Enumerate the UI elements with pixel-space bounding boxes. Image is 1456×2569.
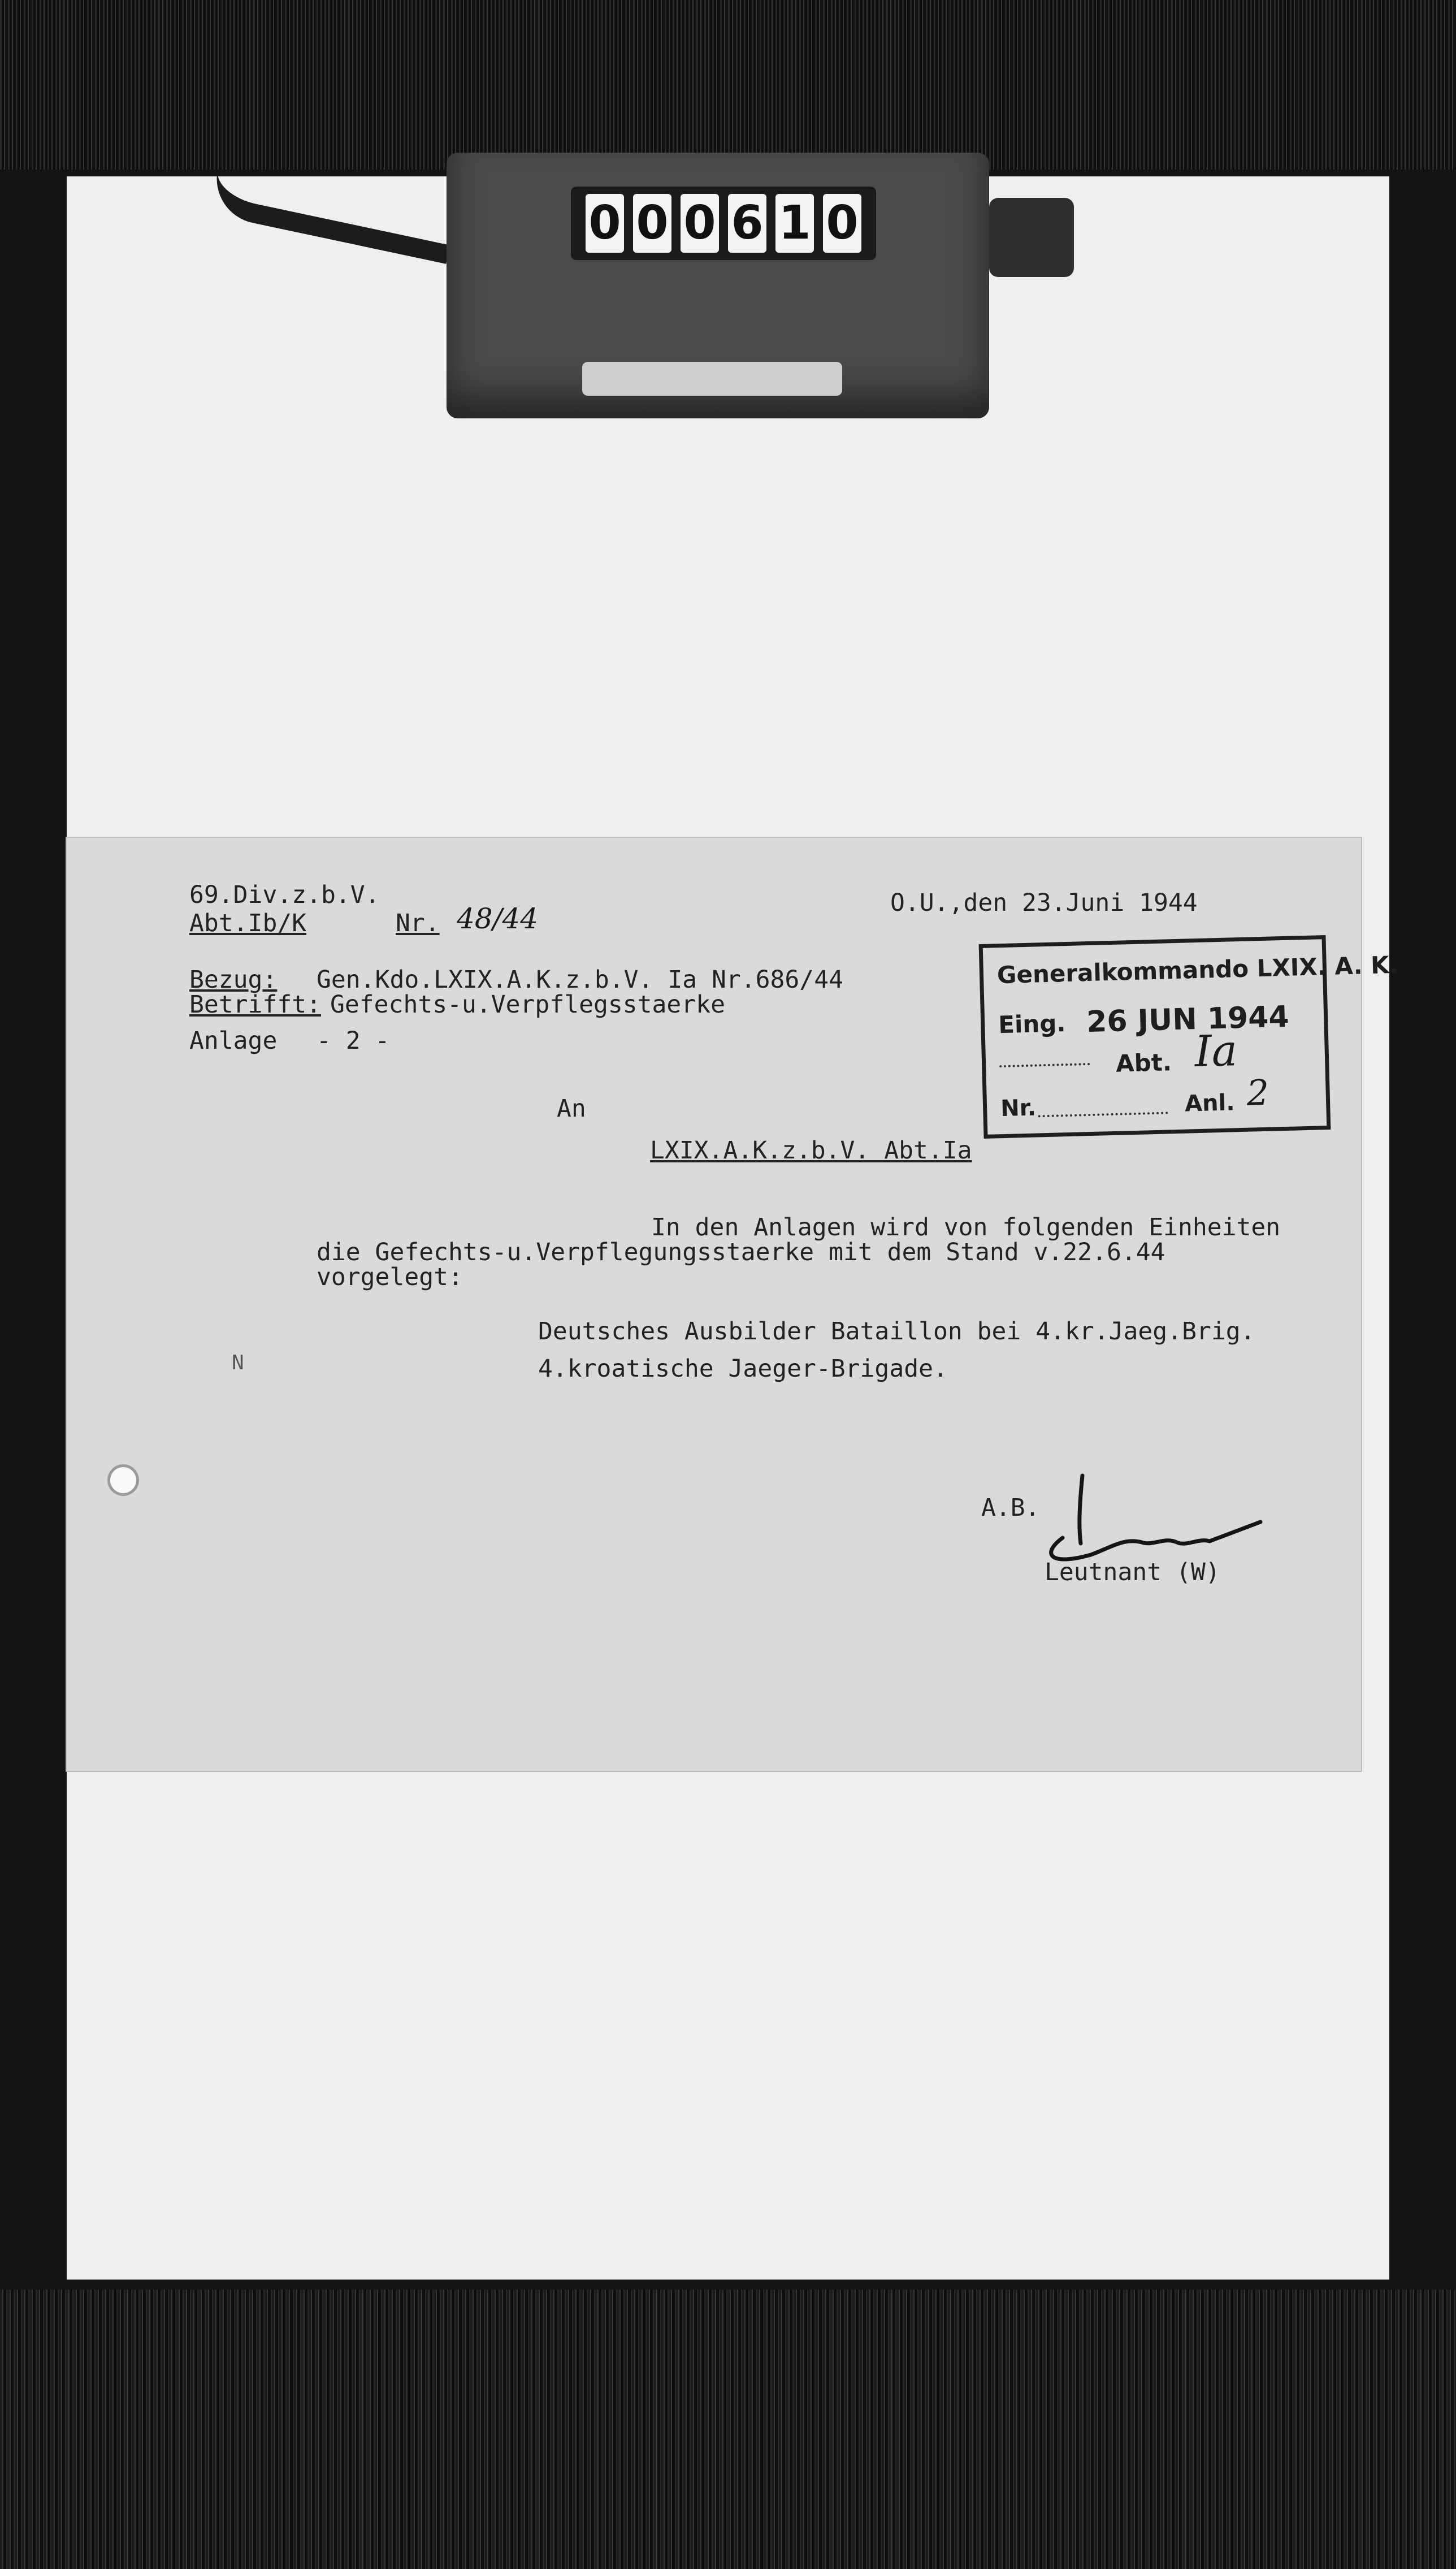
stamp-title: Generalkommando LXIX. A. K. <box>996 950 1399 989</box>
counter-window <box>571 187 876 260</box>
anlage-label: Anlage <box>189 1027 278 1055</box>
counter-digit: 0 <box>823 194 861 253</box>
stamp-eing-label: Eing. <box>998 1009 1066 1039</box>
film-edge-top <box>0 0 1456 170</box>
bezug-label: Bezug: <box>189 966 278 994</box>
counter-plate <box>582 362 842 396</box>
film-edge-bottom <box>0 2290 1456 2569</box>
counter-digit: 0 <box>681 194 719 253</box>
recipient: LXIX.A.K.z.b.V. Abt.Ia <box>650 1136 972 1165</box>
stamp-nr-label: Nr. <box>1000 1095 1037 1122</box>
unit-item-2: 4.kroatische Jaeger-Brigade. <box>538 1355 948 1383</box>
stamp-eing-date: 26 JUN 1944 <box>1086 1000 1290 1040</box>
bezug-text: Gen.Kdo.LXIX.A.K.z.b.V. Ia Nr.686/44 <box>317 966 843 994</box>
unit-line: 69.Div.z.b.V. <box>189 881 380 909</box>
stamp-abt-label: Abt. <box>1115 1048 1172 1078</box>
rank: Leutnant (W) <box>1045 1558 1220 1586</box>
anlage-value: - 2 - <box>317 1027 390 1055</box>
counter-knob <box>989 198 1074 277</box>
margin-mark: N <box>232 1351 244 1374</box>
body-line-3: vorgelegt: <box>317 1263 463 1291</box>
counter-digit: 6 <box>728 194 766 253</box>
stamp-anl-label: Anl. <box>1184 1089 1236 1117</box>
unit-item-1: Deutsches Ausbilder Bataillon bei 4.kr.Jaeg.Brig. <box>538 1317 1255 1346</box>
stamp-anl-value: 2 <box>1246 1071 1270 1114</box>
counter-digit: 1 <box>775 194 814 253</box>
nr-value-handwritten: 48/44 <box>457 902 539 935</box>
place-date: O.U.,den 23.Juni 1944 <box>890 889 1198 917</box>
frame-counter <box>447 153 989 418</box>
nr-label: Nr. <box>396 909 440 937</box>
counter-digit: 0 <box>586 194 624 253</box>
receipt-stamp <box>979 935 1399 1139</box>
stamp-dotted-line <box>999 1063 1090 1067</box>
betrifft-text: Gefechts-u.Verpflegsstaerke <box>330 991 725 1019</box>
dept-line: Abt.Ib/K <box>189 909 307 937</box>
an-label: An <box>557 1095 586 1123</box>
ab-label: A.B. <box>981 1494 1040 1522</box>
betrifft-label: Betrifft: <box>189 991 321 1019</box>
stamp-dotted-line <box>1038 1111 1168 1117</box>
counter-digit: 0 <box>633 194 671 253</box>
handwritten-signature <box>1029 1470 1266 1566</box>
body-line-2: die Gefechts-u.Verpflegungsstaerke mit dem Stand v.22.6.44 <box>317 1238 1165 1266</box>
body-line-1: In den Anlagen wird von folgenden Einheiten <box>651 1213 1281 1242</box>
punch-hole <box>107 1464 139 1496</box>
stamp-abt-value: Ia <box>1194 1025 1238 1077</box>
